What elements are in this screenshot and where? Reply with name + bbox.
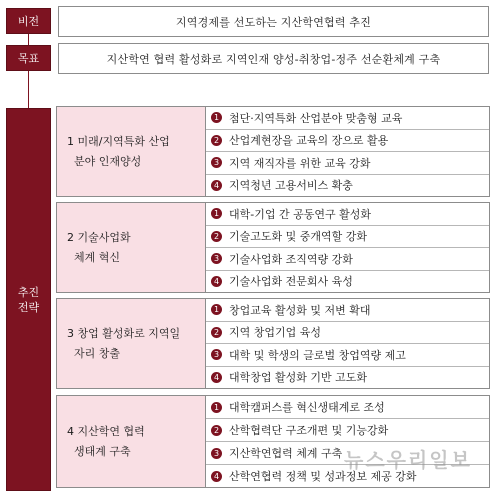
strategy-items xyxy=(206,203,489,292)
strategy-item xyxy=(206,367,489,389)
strategy-item-text: 산학협력단 구조개편 및 기능강화 xyxy=(229,424,389,437)
strategy-title: 3 창업 활성화로 지역일 자리 창출 xyxy=(67,326,181,360)
number-badge-icon: 3 xyxy=(211,349,222,360)
number-badge-icon: 3 xyxy=(211,157,222,168)
strategy-item-text: 지역청년 고용서비스 확충 xyxy=(229,179,353,193)
strategy-items xyxy=(206,107,489,196)
connector-line xyxy=(28,71,29,108)
watermark: 뉴스우리일보 xyxy=(344,448,472,472)
strategy-item xyxy=(206,130,489,153)
strategy-group-4 xyxy=(56,395,490,488)
number-badge-icon: 4 xyxy=(211,276,222,287)
strategy-label-line: 추진 xyxy=(17,285,40,299)
strategy-group-3 xyxy=(56,298,490,389)
strategy-category xyxy=(57,396,206,487)
number-badge-icon: 3 xyxy=(211,448,222,459)
goal-text: 지산학연 협력 활성화로 지역인재 양성-취창업-정주 선순환체계 구축 xyxy=(58,43,489,74)
strategy-item-text: 창업교육 활성화 및 저변 확대 xyxy=(229,303,371,317)
vision-text: 지역경제를 선도하는 지산학연협력 추진 xyxy=(58,6,489,37)
number-badge-icon: 2 xyxy=(211,135,222,146)
strategy-item-text: 지역 재직자를 위한 교육 강화 xyxy=(229,156,371,170)
strategy-item-text: 첨단·지역특화 산업분야 맞춤형 교육 xyxy=(229,111,403,125)
strategy-item-text: 기술사업화 조직역량 강화 xyxy=(229,252,353,266)
number-badge-icon: 2 xyxy=(211,231,222,242)
vision-label: 비전 xyxy=(6,8,51,34)
number-badge-icon: 1 xyxy=(211,402,222,413)
strategy-item-text: 기술고도화 및 중개역할 강화 xyxy=(229,230,368,244)
strategy-label-line: 전략 xyxy=(17,300,40,314)
number-badge-icon: 2 xyxy=(211,425,222,436)
strategy-category xyxy=(57,107,206,196)
strategy-title: 1 미래/지역특화 산업 분야 인재양성 xyxy=(67,134,170,168)
strategy-item-text: 지산학연협력 체계 구축 xyxy=(229,447,343,460)
number-badge-icon: 4 xyxy=(211,180,222,191)
number-badge-icon: 2 xyxy=(211,327,222,338)
strategy-item xyxy=(206,152,489,175)
number-badge-icon: 1 xyxy=(211,208,222,219)
strategy-title: 2 기술사업화 체계 혁신 xyxy=(67,230,131,264)
connector-line xyxy=(28,34,29,45)
strategy-item-text: 대학창업 활성화 기반 고도화 xyxy=(229,371,368,385)
strategy-item-text: 산학연협력 정책 및 성과정보 제공 강화 xyxy=(229,470,417,483)
strategy-title: 4 지산학연 협력 생태계 구축 xyxy=(67,424,145,458)
number-badge-icon: 4 xyxy=(211,471,222,482)
strategy-group-1 xyxy=(56,106,490,197)
number-badge-icon: 1 xyxy=(211,304,222,315)
strategy-item xyxy=(206,203,489,226)
strategy-item-text: 기술사업화 전문회사 육성 xyxy=(229,275,353,289)
strategy-items xyxy=(206,396,489,487)
strategy-group-2 xyxy=(56,202,490,293)
strategy-item-text: 지역 창업기업 육성 xyxy=(229,326,322,340)
strategy-item-text: 대학-기업 간 공동연구 활성화 xyxy=(229,207,371,221)
strategy-item xyxy=(206,248,489,271)
strategy-item xyxy=(206,299,489,322)
number-badge-icon: 1 xyxy=(211,112,222,123)
number-badge-icon: 4 xyxy=(211,372,222,383)
strategy-items xyxy=(206,299,489,388)
strategy-item xyxy=(206,226,489,249)
strategy-item xyxy=(206,271,489,293)
strategy-item-text: 대학캠퍼스를 혁신생태계로 조성 xyxy=(229,401,385,414)
strategy-item xyxy=(206,175,489,197)
strategy-item xyxy=(206,344,489,367)
strategy-category xyxy=(57,299,206,388)
number-badge-icon: 3 xyxy=(211,253,222,264)
strategy-item xyxy=(206,107,489,130)
strategy-item xyxy=(206,322,489,345)
strategy-item xyxy=(206,419,489,442)
goal-label: 목표 xyxy=(6,45,51,71)
strategy-category xyxy=(57,203,206,292)
strategy-item-text: 산업계현장을 교육의 장으로 활용 xyxy=(229,134,389,148)
strategy-item xyxy=(206,396,489,419)
strategy-item-text: 대학 및 학생의 글로벌 창업역량 제고 xyxy=(229,348,406,362)
strategy-label xyxy=(6,108,51,491)
